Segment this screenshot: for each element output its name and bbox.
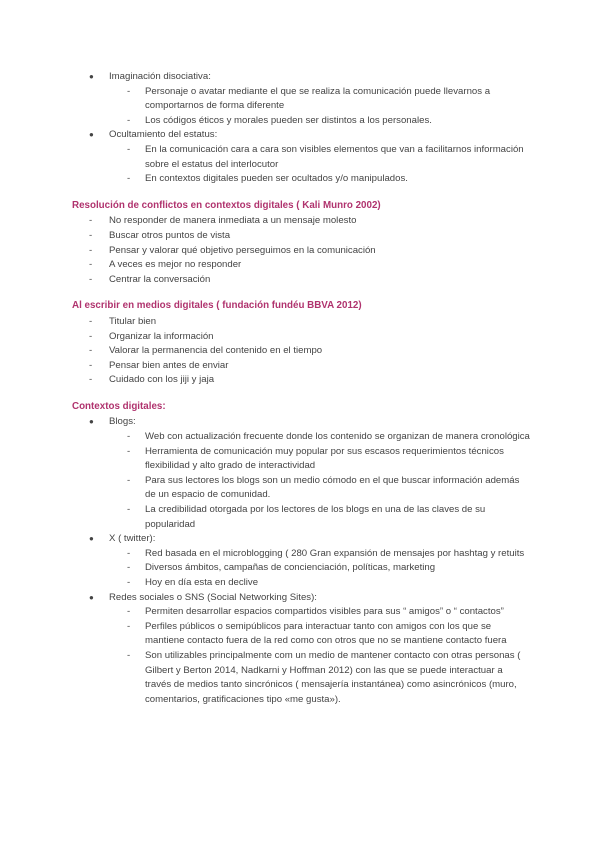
dash-icon: -: [89, 229, 93, 241]
list-item: [0, 532, 600, 547]
sub-list-item: [0, 430, 600, 445]
list-item-text: Cuidado con los jiji y jaja: [109, 374, 215, 386]
sub-item-text: En la comunicación cara a cara son visibles elementos que van a facilitarnos información sobre el estatus del interlocutor: [145, 143, 524, 170]
dash-icon: -: [89, 259, 93, 271]
dash-icon: -: [127, 474, 131, 486]
bullet-icon: ●: [89, 592, 94, 602]
list-item: [0, 591, 600, 606]
dash-icon: -: [127, 606, 131, 618]
dash-icon: -: [127, 577, 131, 588]
dash-icon: -: [127, 114, 131, 126]
section-heading-digital-writing: Al escribir en medios digitales ( fundación fundéu BBVA 2012): [72, 300, 362, 312]
document-content: [0, 70, 600, 707]
sub-item-text: La credibilidad otorgada por los lectores de los blogs en una de las claves de su popularidad: [145, 504, 486, 530]
sub-list-item: [0, 445, 600, 474]
section-heading-conflict-resolution: Resolución de conflictos en contextos digitales ( Kali Munro 2002): [72, 199, 381, 211]
dash-icon: -: [127, 85, 131, 97]
sub-item-text: Son utilizables principalmente com un medio de mantener contacto con otras personas ( Gilbert y Berton 2014, Nadkarni y Hoffman 2012) con las que se puede interactuar a través de medios tanto sincrónicos ( mensajería instantánea) como asincrónicos (muro, comentarios, gratificaciones tipo «me gusta»).: [145, 649, 521, 705]
dash-icon: -: [127, 173, 131, 185]
sub-list-item: [0, 143, 600, 172]
list-item-label: Imaginación disociativa:: [109, 71, 211, 82]
dash-icon: -: [127, 143, 131, 155]
dash-icon: -: [89, 273, 93, 285]
dash-icon: -: [89, 315, 93, 327]
list-item: [0, 128, 600, 143]
list-item: [0, 273, 600, 288]
sub-list-item: [0, 620, 600, 649]
digital-contexts-list: [0, 415, 600, 707]
sub-item-text: Personaje o avatar mediante el que se realiza la comunicación puede llevarnos a comportarnos de forma diferente: [145, 85, 491, 112]
sub-item-text: En contextos digitales pueden ser ocultados y/o manipulados.: [145, 173, 408, 185]
list-item: [0, 315, 600, 330]
dash-icon: -: [89, 345, 93, 357]
list-item: [0, 244, 600, 259]
list-item-label: Redes sociales o SNS (Social Networking Sites):: [109, 591, 317, 603]
list-item: [0, 229, 600, 244]
dash-icon: -: [127, 445, 131, 457]
sub-item-text: Hoy en día esta en declive: [145, 577, 259, 588]
dash-icon: -: [127, 547, 131, 559]
bullet-icon: ●: [89, 72, 94, 81]
sub-list-item: [0, 576, 600, 591]
dash-icon: -: [127, 431, 131, 443]
sub-item-text: Red basada en el microblogging ( 280 Gran expansión de mensajes por hashtag y retuits: [145, 547, 525, 559]
list-item-label: Ocultamiento del estatus:: [109, 129, 218, 141]
sub-item-text: Web con actualización frecuente donde los contenido se organizan de manera cronológica: [145, 431, 530, 443]
dash-icon: -: [89, 215, 93, 227]
sub-list-item: [0, 649, 600, 707]
list-item-text: Pensar bien antes de enviar: [109, 359, 229, 371]
list-item-text: Buscar otros puntos de vista: [109, 229, 231, 241]
list-item-text: Valorar la permanencia del contenido en el tiempo: [109, 345, 323, 357]
list-item-text: A veces es mejor no responder: [109, 259, 242, 271]
sub-list-item: [0, 547, 600, 562]
intro-list: [0, 70, 600, 187]
bullet-icon: ●: [89, 534, 94, 544]
dash-icon: -: [89, 374, 93, 386]
sub-item-text: Perfiles públicos o semipúblicos para interactuar tanto con amigos con los que se mantiene contacto fuera de la red como con otros que no se mantiene contacto fuera: [145, 620, 507, 647]
bullet-icon: ●: [89, 417, 94, 427]
bullet-icon: ●: [89, 130, 94, 140]
list-item: [0, 344, 600, 359]
list-item-text: No responder de manera inmediata a un mensaje molesto: [109, 215, 357, 227]
list-item: [0, 359, 600, 374]
list-item-text: Organizar la información: [109, 330, 214, 342]
sub-list-item: [0, 172, 600, 187]
list-item: [0, 70, 600, 85]
list-item: [0, 415, 600, 430]
sub-list-item: [0, 85, 600, 114]
list-item: [0, 330, 600, 345]
list-item-text: Pensar y valorar qué objetivo perseguimos en la comunicación: [109, 244, 376, 256]
conflict-resolution-list: [0, 214, 600, 287]
sub-item-text: Herramienta de comunicación muy popular por sus escasos requerimientos técnicos flexibilidad y alto grado de interactividad: [145, 445, 504, 472]
list-item-text: Titular bien: [109, 315, 157, 327]
list-item: [0, 214, 600, 229]
list-item: [0, 258, 600, 273]
dash-icon: -: [127, 562, 131, 574]
sub-list-item: [0, 503, 600, 532]
dash-icon: -: [89, 359, 93, 371]
dash-icon: -: [89, 244, 93, 256]
list-item-text: Centrar la conversación: [109, 273, 211, 285]
dash-icon: -: [127, 620, 131, 632]
sub-list-item: [0, 605, 600, 620]
sub-item-text: Permiten desarrollar espacios compartidos visibles para sus “ amigos” o “ contactos”: [145, 606, 504, 618]
dash-icon: -: [127, 504, 131, 516]
sub-item-text: Para sus lectores los blogs son un medio cómodo en el que buscar información además de un espacio de comunidad.: [145, 474, 520, 501]
list-item-label: X ( twitter):: [109, 533, 156, 545]
list-item: [0, 373, 600, 388]
digital-writing-list: [0, 315, 600, 388]
list-item-label: Blogs:: [109, 416, 136, 428]
sub-list-item: [0, 114, 600, 129]
section-heading-digital-contexts: Contextos digitales:: [72, 400, 166, 412]
sub-item-text: Diversos ámbitos, campañas de concienciación, políticas, marketing: [145, 562, 436, 574]
sub-list-item: [0, 561, 600, 576]
sub-list-item: [0, 474, 600, 503]
dash-icon: -: [89, 330, 93, 342]
dash-icon: -: [127, 649, 131, 661]
sub-item-text: Los códigos éticos y morales pueden ser distintos a los personales.: [145, 114, 432, 126]
